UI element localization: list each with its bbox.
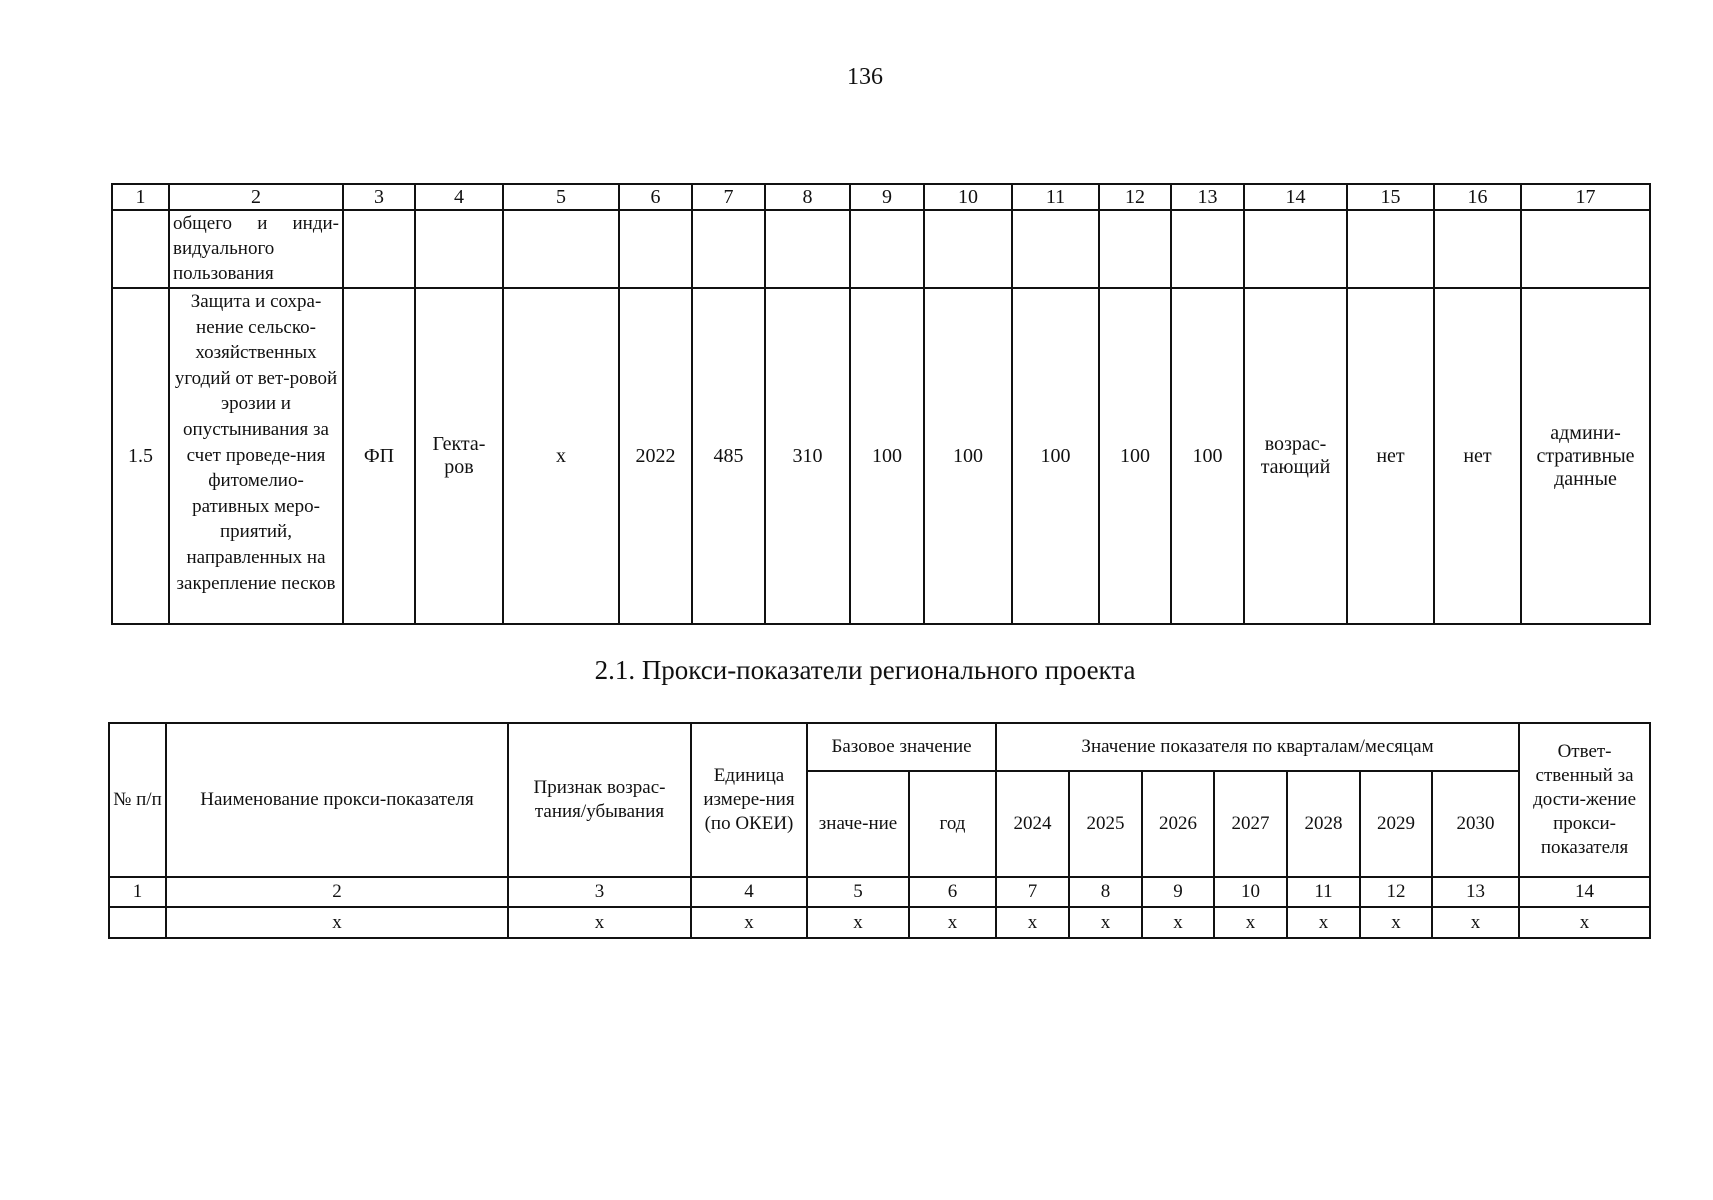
column-number: 3 (343, 184, 415, 210)
data-cell: х (508, 907, 691, 938)
cell-col5: х (503, 288, 619, 624)
column-number: 7 (996, 877, 1069, 907)
cell-level: ФП (343, 288, 415, 624)
column-number: 13 (1171, 184, 1244, 210)
indicator-name: общего и инди-видуального пользования (169, 210, 343, 288)
header-num: № п/п (109, 723, 166, 877)
data-cell: х (691, 907, 807, 938)
table-row (112, 288, 1650, 624)
table-header-row (112, 184, 1650, 210)
column-number: 4 (415, 184, 503, 210)
cell-value: 310 (765, 288, 850, 624)
header-base: Базовое значение (807, 723, 996, 771)
row-number: 1.5 (112, 288, 169, 624)
data-cell: х (1142, 907, 1214, 938)
data-cell: х (1360, 907, 1432, 938)
cell-value: 100 (924, 288, 1012, 624)
page-number: 136 (847, 64, 883, 90)
cell-value: 485 (692, 288, 765, 624)
cell-source: админи-стративные данные (1521, 288, 1650, 624)
cell-value: 100 (1012, 288, 1099, 624)
column-number: 16 (1434, 184, 1521, 210)
data-cell: х (1432, 907, 1519, 938)
column-number: 9 (1142, 877, 1214, 907)
table-row (112, 210, 1650, 288)
data-cell: х (1519, 907, 1650, 938)
data-cell: х (1287, 907, 1360, 938)
data-cell: х (996, 907, 1069, 938)
column-number: 17 (1521, 184, 1650, 210)
column-number: 12 (1099, 184, 1171, 210)
cell-base-year: 2022 (619, 288, 692, 624)
data-cell: х (807, 907, 909, 938)
column-number: 4 (691, 877, 807, 907)
column-number: 12 (1360, 877, 1432, 907)
column-number: 5 (807, 877, 909, 907)
column-number: 14 (1244, 184, 1347, 210)
cell-col15: нет (1347, 288, 1434, 624)
column-number: 6 (619, 184, 692, 210)
cell-trend: возрас-тающий (1244, 288, 1347, 624)
header-base-year: год (909, 771, 996, 877)
data-cell: х (1214, 907, 1287, 938)
header-sign: Признак возрас-тания/убывания (508, 723, 691, 877)
header-year: 2029 (1360, 771, 1432, 877)
section-title: 2.1. Прокси-показатели регионального проекта (594, 655, 1136, 685)
column-number: 9 (850, 184, 924, 210)
column-number: 3 (508, 877, 691, 907)
column-number: 13 (1432, 877, 1519, 907)
header-year: 2028 (1287, 771, 1360, 877)
column-number: 14 (1519, 877, 1650, 907)
column-number: 2 (169, 184, 343, 210)
data-cell: х (909, 907, 996, 938)
header-year: 2025 (1069, 771, 1142, 877)
cell-value: 100 (1171, 288, 1244, 624)
column-number: 7 (692, 184, 765, 210)
column-number: 8 (1069, 877, 1142, 907)
column-number: 5 (503, 184, 619, 210)
column-number: 11 (1012, 184, 1099, 210)
header-unit: Единица измере-ния (по ОКЕИ) (691, 723, 807, 877)
column-number: 8 (765, 184, 850, 210)
column-number: 10 (1214, 877, 1287, 907)
row-number-cell (112, 210, 169, 288)
column-number: 15 (1347, 184, 1434, 210)
column-number: 1 (112, 184, 169, 210)
proxy-indicators-table (108, 722, 1651, 939)
column-number: 11 (1287, 877, 1360, 907)
indicators-table (111, 183, 1651, 625)
table-row (109, 907, 1650, 938)
header-name: Наименование прокси-показателя (166, 723, 508, 877)
data-cell: х (166, 907, 508, 938)
table-header-row (109, 723, 1650, 771)
column-numbers-row (109, 877, 1650, 907)
data-cell (109, 907, 166, 938)
header-year: 2026 (1142, 771, 1214, 877)
header-base-value: значе-ние (807, 771, 909, 877)
cell-value: 100 (850, 288, 924, 624)
header-year: 2030 (1432, 771, 1519, 877)
column-number: 10 (924, 184, 1012, 210)
data-cell: х (1069, 907, 1142, 938)
cell-value: 100 (1099, 288, 1171, 624)
header-year: 2027 (1214, 771, 1287, 877)
column-number: 1 (109, 877, 166, 907)
column-number: 6 (909, 877, 996, 907)
header-quarters: Значение показателя по кварталам/месяцам (996, 723, 1519, 771)
header-year: 2024 (996, 771, 1069, 877)
cell-unit: Гекта-ров (415, 288, 503, 624)
column-number: 2 (166, 877, 508, 907)
indicator-name: Защита и сохра-нение сельско-хозяйственных угодий от вет-ровой эрозии и опустынивания за счет проведе-ния фитомелио-ративных меро-приятий, направленных на закрепление песков (169, 288, 343, 624)
cell-col16: нет (1434, 288, 1521, 624)
header-responsible: Ответ-ственный за дости-жение прокси-показателя (1519, 723, 1650, 877)
